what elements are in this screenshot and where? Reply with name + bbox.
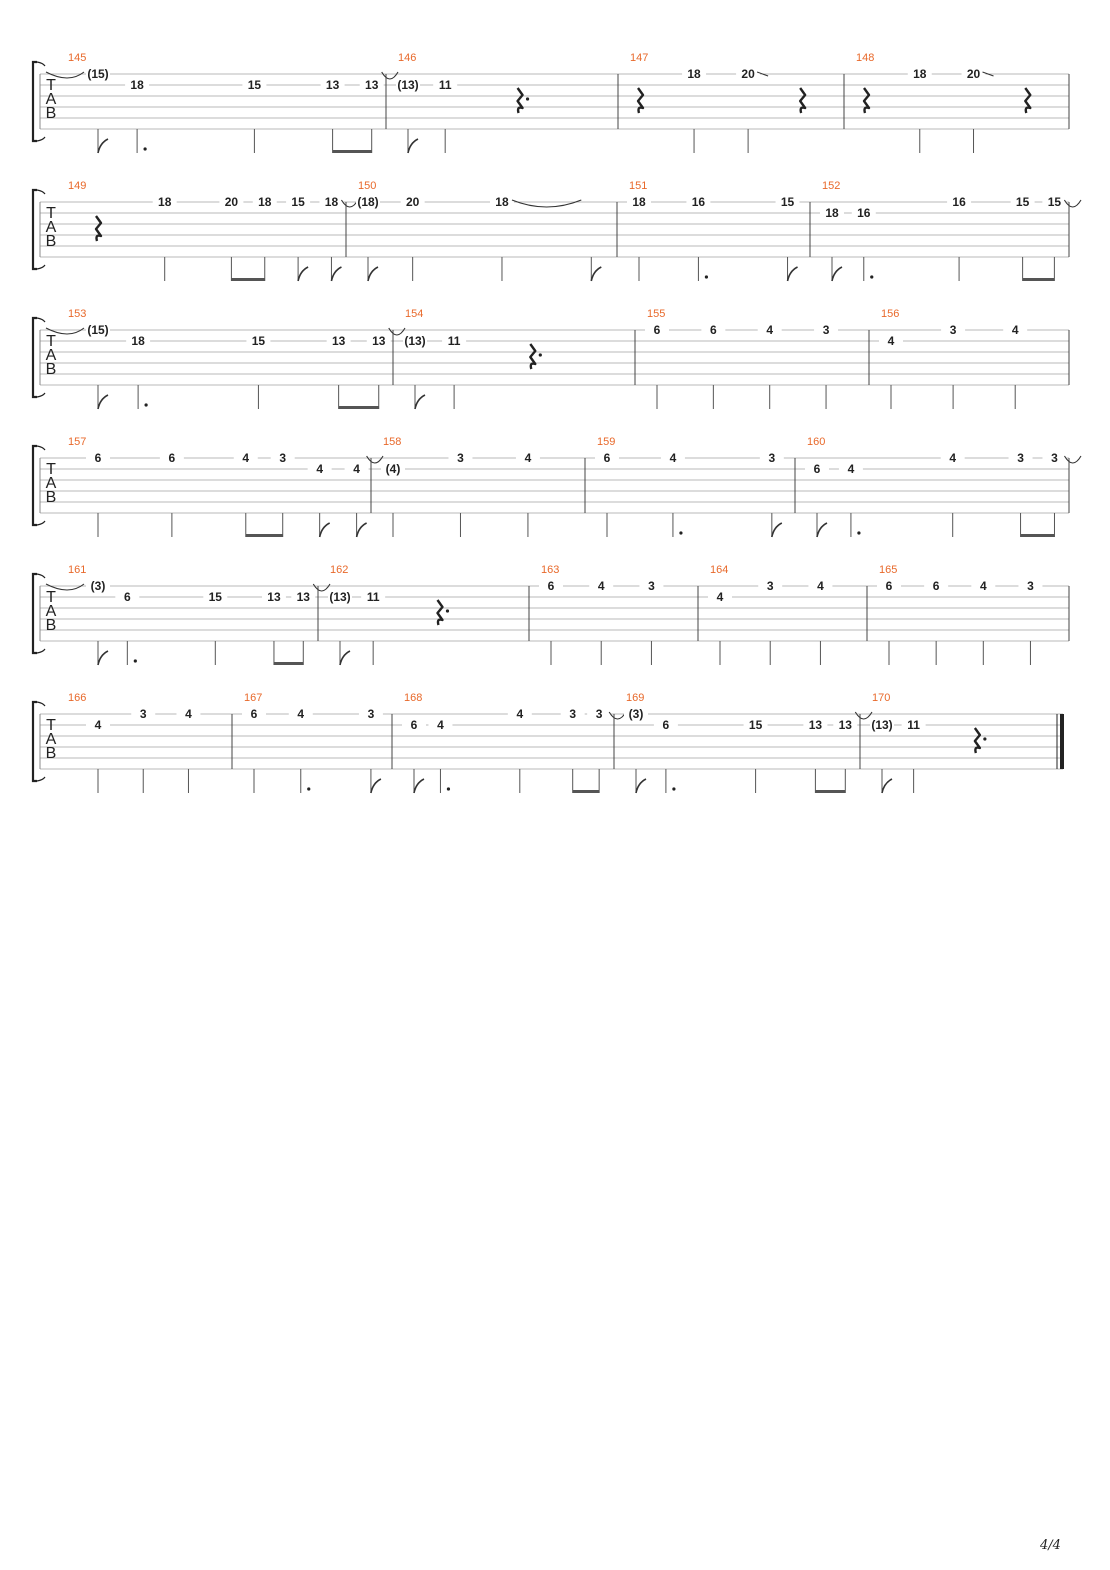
measure [46,52,398,153]
fret-number: 3 [279,451,287,465]
fret-number: 4 [716,590,724,604]
measure-number: 154 [405,308,424,320]
measure-number: 149 [68,180,87,192]
fret-number: 4 [297,707,305,721]
duration-dot [145,403,148,406]
staff-system [33,308,1069,409]
measure [46,308,405,409]
tab-clef-letter: B [45,489,57,506]
system-bracket [33,574,37,653]
measure [879,308,1027,409]
fret-number: 3 [1017,451,1024,465]
fret-number: 3 [595,707,603,721]
measure-number: 161 [68,564,87,576]
measure-number: 160 [807,436,826,448]
fret-number: 4 [847,462,855,476]
eighth-flag [320,523,330,537]
measure [805,436,1081,537]
fret-number: 6 [932,579,940,593]
tab-clef-letter: T [46,333,56,350]
fret-number: 3 [139,707,147,721]
measure [820,180,1081,281]
beam [231,278,264,281]
fret-number: (13) [404,334,426,348]
eighth-flag [98,395,108,409]
tab-clef-letter: A [45,603,57,620]
eighth-flag [817,523,827,537]
eighth-flag [357,523,367,537]
fret-number: 20 [741,67,755,81]
fret-number: 6 [603,451,611,465]
measure-number: 147 [630,52,649,64]
fret-number: 13 [325,78,340,92]
fret-number: 4 [353,462,360,476]
fret-number: 18 [632,195,646,209]
page-number [1040,1536,1061,1554]
measure-number: 145 [68,52,87,64]
fret-number: 15 [251,334,266,348]
fret-number: 18 [258,195,272,209]
fret-number: 6 [250,707,258,721]
fret-number: 20 [966,67,981,81]
duration-dot [134,659,137,662]
duration-dot [679,531,682,534]
staff-system [33,692,1064,793]
eighth-flag [98,651,108,665]
tie-arc [389,328,405,335]
tab-clef-letter: T [46,205,56,222]
fret-number: 4 [94,718,102,732]
fret-number: 3 [768,451,776,465]
measure [595,436,784,537]
eighth-flag [788,267,798,281]
fret-number: 3 [1027,579,1034,593]
measure-number: 167 [244,692,263,704]
fret-number: 15 [247,78,262,92]
fret-number: 18 [130,78,144,92]
tie-arc [367,456,383,463]
measure-number: 157 [68,436,87,448]
fret-number: 4 [185,707,192,721]
fret-number: 11 [447,334,461,348]
fret-number: 18 [495,195,509,209]
duration-dot [144,147,147,150]
rest-mark [975,728,980,753]
fret-number: 6 [547,579,555,593]
measure-number: 162 [330,564,349,576]
fret-number: 18 [913,67,927,81]
eighth-flag [331,267,341,281]
fret-number: 6 [94,451,102,465]
fret-number: 15 [748,718,763,732]
tie-arc [855,712,872,719]
fret-number: 18 [687,67,701,81]
measure [356,180,601,281]
fret-number: 18 [131,334,145,348]
fret-number: 11 [907,718,920,732]
duration-dot [672,787,675,790]
fret-number: (18) [357,195,379,209]
fret-number: 4 [516,707,524,721]
fret-number: 6 [885,579,893,593]
tab-clef-letter: B [45,233,57,250]
fret-number: 3 [648,579,655,593]
measure-number: 156 [881,308,900,320]
fret-number: 15 [780,195,795,209]
eighth-flag [340,651,350,665]
tie-arc [382,72,398,79]
fret-number: 6 [123,590,131,604]
fret-number: (3) [628,707,644,721]
measure-number: 164 [710,564,729,576]
fret-number: 13 [365,78,379,92]
measure-number: 166 [68,692,87,704]
fret-number: 6 [410,718,418,732]
duration-dot [705,275,708,278]
staff-system [33,52,1069,153]
fret-number: 13 [372,334,386,348]
rest-mark [864,88,869,113]
beam [573,790,599,793]
fret-number: 4 [316,462,324,476]
measure-number: 159 [597,436,616,448]
final-barline-thick [1060,714,1064,769]
tab-clef-letter: A [45,91,57,108]
tie-arc [1064,456,1081,463]
eighth-flag [298,267,308,281]
fret-number: (3) [90,579,106,593]
eighth-flag [772,523,782,537]
eighth-flag [832,267,842,281]
fret-number: 13 [296,590,310,604]
fret-number: 4 [1011,323,1019,337]
measure-number: 152 [822,180,841,192]
measure [396,52,529,153]
fret-number: 18 [324,195,339,209]
beam [246,534,283,537]
measure [68,180,358,281]
rest-mark [638,88,643,113]
rest-mark [800,88,805,113]
page-number-text: 4/4 [1040,1538,1061,1553]
fret-number: 15 [291,195,305,209]
measure-number: 168 [404,692,423,704]
system-bracket [33,62,37,141]
tab-clef-letter: B [45,617,57,634]
measure-number: 158 [383,436,402,448]
measure [381,436,540,537]
fret-number: 4 [817,579,824,593]
fret-number: 15 [208,590,222,604]
fret-number: 13 [808,718,823,732]
beam [339,406,379,409]
rest-mark [530,344,535,369]
measure [328,564,449,665]
fret-number: 6 [653,323,661,337]
rest-mark [518,88,523,113]
fret-number: 6 [710,323,717,337]
beam [333,150,372,153]
tie-arc [512,200,581,207]
fret-number: 3 [822,323,830,337]
measure-number: 163 [541,564,560,576]
measure [877,564,1042,665]
rest-mark [96,216,101,241]
staff-system [33,436,1081,537]
duration-dot [307,787,310,790]
eighth-flag [371,779,381,793]
eighth-flag [368,267,378,281]
fret-number: 4 [766,323,774,337]
eighth-flag [882,779,892,793]
measure-number: 170 [872,692,891,704]
fret-number: 4 [669,451,677,465]
tab-clef-letter: B [45,361,57,378]
duration-dot [870,275,873,278]
staff-system [33,564,1069,665]
tab-clef-letter: A [45,347,57,364]
rest-dot [446,609,449,612]
fret-number: (13) [329,590,351,604]
rest-dot [526,97,529,100]
measure [645,308,838,409]
fret-number: (4) [385,462,401,476]
measure-number: 146 [398,52,417,64]
measure-number: 169 [626,692,645,704]
fret-number: 13 [838,718,852,732]
tab-clef-letter: T [46,461,56,478]
eighth-flag [591,267,601,281]
tie-arc [609,712,626,719]
fret-number: 13 [331,334,346,348]
measure [402,692,626,793]
measure-number: 148 [856,52,875,64]
measure [624,692,872,793]
staff-system [33,180,1081,281]
tie-arc [341,200,358,207]
system-bracket [33,318,37,397]
fret-number: 4 [597,579,605,593]
measure [403,308,542,409]
rest-mark [437,600,442,625]
fret-number: 6 [813,462,821,476]
measure [46,564,330,665]
fret-number: 4 [949,451,957,465]
beam [1023,278,1055,281]
rest-dot [983,737,986,740]
fret-number: 20 [405,195,420,209]
measure [68,436,383,537]
fret-number: 11 [438,78,452,92]
tie-arc [313,584,330,591]
system-bracket [33,446,37,525]
fret-number: 4 [887,334,895,348]
eighth-flag [414,779,424,793]
measure-number: 165 [879,564,898,576]
fret-number: (13) [871,718,893,732]
fret-number: 6 [662,718,670,732]
fret-number: 3 [949,323,957,337]
system-bracket [33,702,37,781]
measure [68,692,200,793]
beam [815,790,845,793]
fret-number: 3 [766,579,774,593]
duration-dot [447,787,450,790]
measure [870,692,986,793]
fret-number: 4 [979,579,987,593]
measure-number: 153 [68,308,87,320]
fret-number: 16 [691,195,706,209]
fret-number: 18 [158,195,172,209]
fret-number: 11 [366,590,380,604]
measure [630,52,805,153]
measure [708,564,832,665]
tab-clef-letter: T [46,589,56,606]
fret-number: 16 [857,206,871,220]
fret-number: 6 [168,451,176,465]
fret-number: (15) [87,323,109,337]
measure [856,52,1030,153]
fret-number: 3 [1051,451,1058,465]
fret-number: (13) [397,78,419,92]
eighth-flag [408,139,418,153]
tab-clef-letter: B [45,745,57,762]
fret-number: 3 [457,451,464,465]
measure-number: 151 [629,180,648,192]
fret-number: 18 [825,206,839,220]
measure-number: 150 [358,180,377,192]
tie-arc [1064,200,1081,207]
fret-number: (15) [87,67,109,81]
fret-number: 20 [224,195,239,209]
fret-number: 3 [367,707,375,721]
tab-clef-letter: A [45,219,57,236]
fret-number: 16 [952,195,966,209]
measure [539,564,663,665]
tab-clef-letter: A [45,475,57,492]
fret-number: 4 [437,718,444,732]
tab-clef-letter: B [45,105,57,122]
tab-clef-letter: T [46,77,56,94]
rest-dot [539,353,542,356]
rest-mark [1025,88,1030,113]
fret-number: 4 [242,451,250,465]
fret-number: 13 [267,590,281,604]
fret-number: 3 [569,707,577,721]
eighth-flag [415,395,425,409]
beam [274,662,303,665]
measure [627,180,800,281]
system-bracket [33,190,37,269]
tab-clef-letter: A [45,731,57,748]
tab-clef-letter: T [46,717,56,734]
duration-dot [857,531,860,534]
eighth-flag [636,779,646,793]
fret-number: 15 [1015,195,1030,209]
measure-number: 155 [647,308,666,320]
eighth-flag [98,139,108,153]
measure [242,692,383,793]
beam [1021,534,1055,537]
fret-number: 15 [1047,195,1062,209]
fret-number: 4 [524,451,532,465]
